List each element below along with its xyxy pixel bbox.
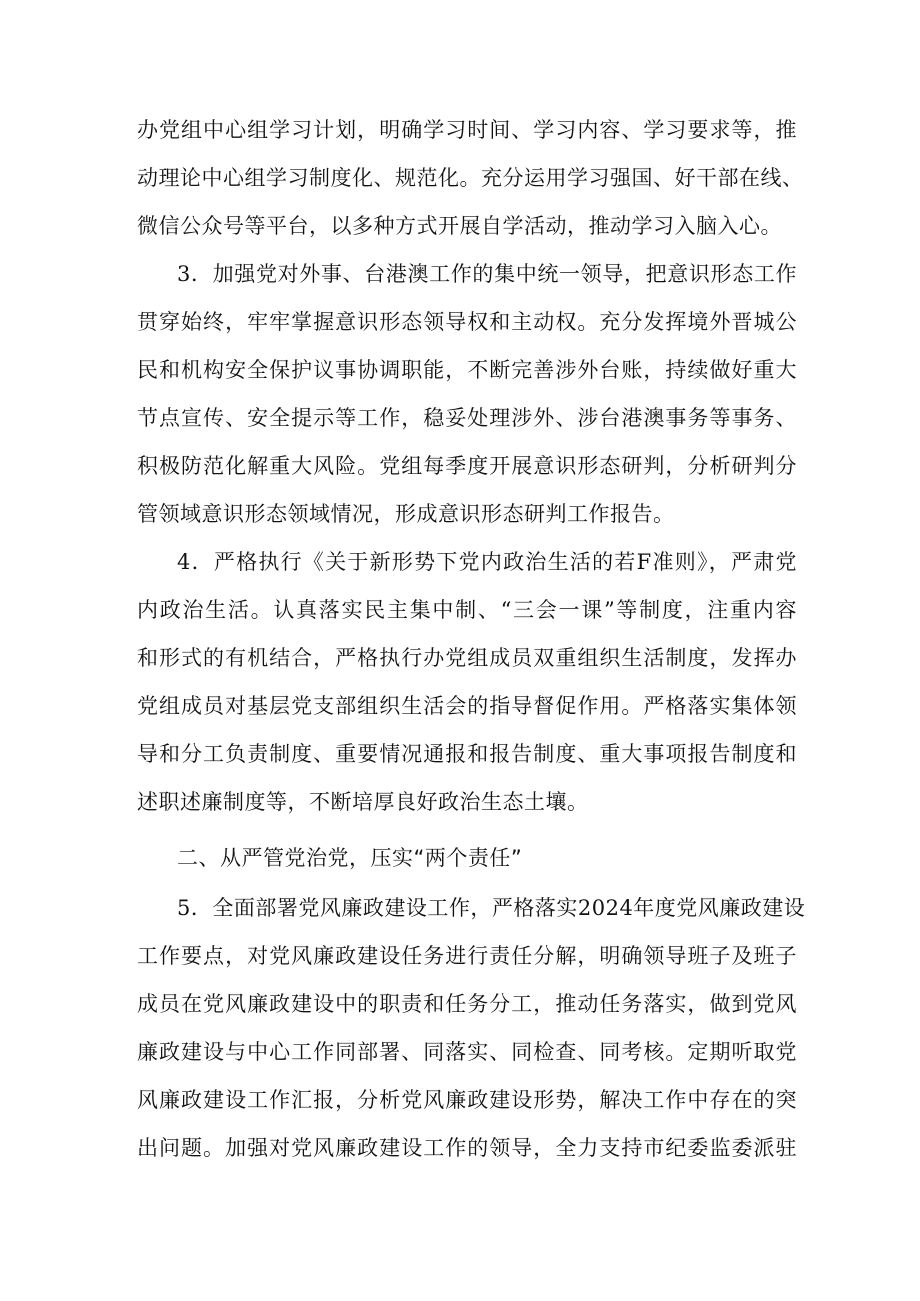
- text-line: 述职述廉制度等，不断培厚良好政治生态土壤。: [137, 790, 589, 814]
- text-line: 成员在党风廉政建设中的职责和任务分工，推动任务落实，做到党风: [137, 992, 797, 1016]
- text-line: 积极防范化解重大风险。党组每季度开展意识形态研判，分析研判分: [137, 454, 797, 478]
- text-line: 工作要点，对党风廉政建设任务进行责任分解，明确领导班子及班子: [137, 944, 797, 968]
- text-line: 出问题。加强对党风廉政建设工作的领导，全力支持市纪委监委派驻: [137, 1136, 797, 1160]
- text-line: 4．严格执行《关于新形势下党内政治生活的若F准则》，严肃党: [177, 550, 797, 574]
- text-line: 5．全面部署党风廉政建设工作，严格落实2024年度党风廉政建设: [177, 896, 806, 920]
- text-line: 管领域意识形态领域情况，形成意识形态研判工作报告。: [137, 502, 675, 526]
- text-line: 3．加强党对外事、台港澳工作的集中统一领导，把意识形态工作: [177, 262, 797, 286]
- text-line: 内政治生活。认真落实民主集中制、“三会一课”等制度，注重内容: [137, 598, 797, 622]
- text-line: 动理论中心组学习制度化、规范化。充分运用学习强国、好干部在线、: [137, 166, 804, 190]
- text-line: 节点宣传、安全提示等工作，稳妥处理涉外、涉台港澳事务等事务、: [137, 406, 797, 430]
- text-line: 党组成员对基层党支部组织生活会的指导督促作用。严格落实集体领: [137, 694, 797, 718]
- text-line: 导和分工负责制度、重要情况通报和报告制度、重大事项报告制度和: [137, 742, 797, 766]
- section-heading: 二、从严管党治党，压实“两个责任”: [177, 846, 523, 870]
- text-line: 微信公众号等平台，以多种方式开展自学活动，推动学习入脑入心。: [137, 214, 782, 238]
- text-line: 风廉政建设工作汇报，分析党风廉政建设形势，解决工作中存在的突: [137, 1088, 797, 1112]
- text-line: 和形式的有机结合，严格执行办党组成员双重组织生活制度，发挥办: [137, 646, 797, 670]
- text-line: 办党组中心组学习计划，明确学习时间、学习内容、学习要求等，推: [137, 118, 797, 142]
- text-line: 廉政建设与中心工作同部署、同落实、同检查、同考核。定期听取党: [137, 1040, 797, 1064]
- text-line: 贯穿始终，牢牢掌握意识形态领导权和主动权。充分发挥境外晋城公: [137, 310, 797, 334]
- text-line: 民和机构安全保护议事协调职能，不断完善涉外台账，持续做好重大: [137, 358, 797, 382]
